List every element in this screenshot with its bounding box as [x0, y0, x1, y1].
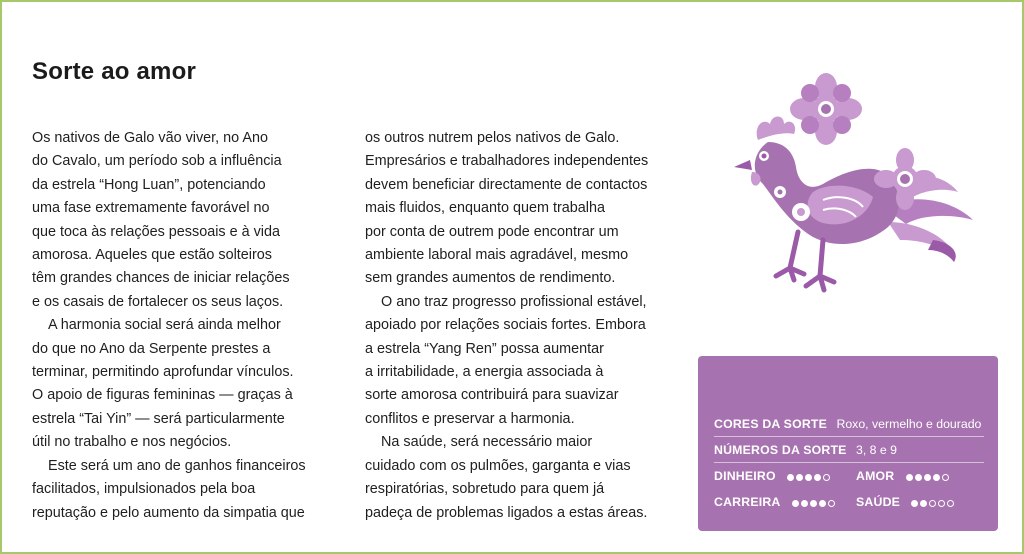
filled-dot-icon	[810, 500, 817, 507]
flower-top-icon	[790, 73, 862, 145]
filled-dot-icon	[792, 500, 799, 507]
text-column-right	[365, 127, 675, 525]
text-line: conflitos e preservar a harmonia.	[365, 410, 575, 427]
ratings-row-2	[714, 490, 984, 514]
rating-label: AMOR	[856, 469, 895, 483]
filled-dot-icon	[819, 500, 826, 507]
empty-dot-icon	[947, 500, 954, 507]
text-line: uma fase extremamente favorável no	[32, 200, 270, 217]
filled-dot-icon	[787, 474, 794, 481]
text-line: da estrela “Hong Luan”, potenciando	[32, 176, 266, 193]
flower-body-icon	[792, 203, 810, 221]
text-line: útil no trabalho e nos negócios.	[32, 434, 232, 451]
empty-dot-icon	[828, 500, 835, 507]
filled-dot-icon	[801, 500, 808, 507]
lucky-colors-value: Roxo, vermelho e dourado	[836, 417, 982, 431]
rating-amor	[856, 464, 951, 489]
rating-dinheiro	[714, 464, 832, 489]
text-line: a estrela “Yang Ren” possa aumentar	[365, 340, 604, 357]
text-line: sorte amorosa contribuirá para suavizar	[365, 387, 619, 404]
lucky-numbers-value: 3, 8 e 9	[855, 443, 898, 457]
text-line: os outros nutrem pelos nativos de Galo.	[365, 130, 620, 146]
filled-dot-icon	[911, 500, 918, 507]
filled-dot-icon	[915, 474, 922, 481]
rooster-illustration	[728, 72, 984, 302]
text-line: Os nativos de Galo vão viver, no Ano	[32, 130, 268, 146]
text-column-left	[32, 127, 332, 525]
text-line: a irritabilidade, a energia associada à	[365, 364, 604, 381]
rating-label: DINHEIRO	[714, 469, 776, 483]
text-line: devem beneficiar directamente de contactos	[365, 176, 648, 193]
ratings-row-1	[714, 464, 984, 488]
text-line: e os casais de fortalecer os seus laços.	[32, 293, 284, 310]
text-line: ambiente laboral mais agradável, mesmo	[365, 247, 629, 264]
luck-infobox	[698, 356, 998, 531]
text-line: mais fluidos, enquanto quem trabalha	[365, 200, 605, 217]
rating-dots	[906, 471, 951, 483]
text-line: amorosa. Aqueles que estão solteiros	[32, 247, 272, 264]
filled-dot-icon	[920, 500, 927, 507]
rating-dots	[792, 497, 837, 509]
filled-dot-icon	[906, 474, 913, 481]
empty-dot-icon	[929, 500, 936, 507]
lucky-numbers-row	[714, 438, 984, 463]
text-line: Empresários e trabalhadores independentes	[365, 153, 649, 170]
rating-saude	[856, 490, 956, 515]
text-line: estrela “Tai Yin” — será particularmente	[32, 410, 285, 427]
text-line: do que no Ano da Serpente prestes a	[32, 340, 271, 357]
filled-dot-icon	[924, 474, 931, 481]
empty-dot-icon	[938, 500, 945, 507]
text-line: cuidado com os pulmões, garganta e vias	[365, 457, 631, 474]
empty-dot-icon	[823, 474, 830, 481]
lucky-numbers-label: NÚMEROS DA SORTE	[714, 443, 847, 457]
rating-carreira	[714, 490, 837, 515]
filled-dot-icon	[933, 474, 940, 481]
text-line: O apoio de figuras femininas — graças à	[32, 387, 293, 404]
text-line: têm grandes chances de iniciar relações	[32, 270, 290, 287]
filled-dot-icon	[796, 474, 803, 481]
text-line: A harmonia social será ainda melhor	[48, 317, 281, 334]
text-line: por conta de outrem pode encontrar um	[365, 223, 619, 240]
text-line: sem grandes aumentos de rendimento.	[365, 270, 616, 287]
rating-dots	[911, 497, 956, 509]
text-line: Este será um ano de ganhos financeiros	[48, 457, 306, 474]
text-line: Na saúde, será necessário maior	[381, 434, 593, 451]
text-line: apoiado por relações sociais fortes. Embora	[365, 317, 646, 334]
rating-label: SAÚDE	[856, 495, 901, 509]
text-line: O ano traz progresso profissional estável,	[381, 293, 647, 310]
filled-dot-icon	[814, 474, 821, 481]
lucky-colors-row	[714, 412, 984, 437]
rating-label: CARREIRA	[714, 495, 781, 509]
text-line: terminar, permitindo aprofundar vínculos.	[32, 364, 294, 381]
text-line: padeça de problemas ligados a estas áreas.	[365, 504, 648, 521]
filled-dot-icon	[805, 474, 812, 481]
text-line: reputação e pelo aumento da simpatia que	[32, 504, 305, 521]
text-line: do Cavalo, um período sob a influência	[32, 153, 282, 170]
text-line: respiratórias, sobretudo para quem já	[365, 481, 605, 498]
rating-dots	[787, 471, 832, 483]
text-line: que toca às relações pessoais e à vida	[32, 223, 280, 240]
page-title: Sorte ao amor	[32, 58, 196, 85]
empty-dot-icon	[942, 474, 949, 481]
lucky-colors-label: CORES DA SORTE	[714, 417, 828, 431]
text-line: facilitados, impulsionados pela boa	[32, 481, 256, 498]
